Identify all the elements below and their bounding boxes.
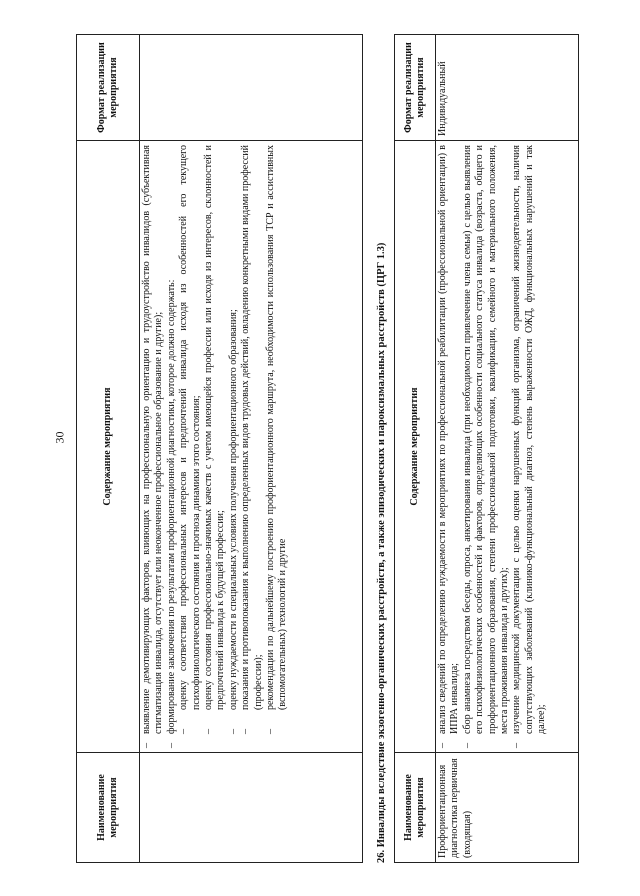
header-name: Наименование мероприятия bbox=[77, 753, 140, 863]
list-item: – сбор анамнеза посредством беседы, опроса, анкетирования инвалида (при необходимости привлечение члена семьи) с целью выявления его психофизиологических особенностей и факторов, определяющих особенности социального статуса инвалида (возраста, общего и профориентационного образования, степени профессиональной подготовки, квалификации, семейного и материального положения, места проживания инвалида и других); bbox=[461, 145, 511, 748]
list-item: – выявление демотивирующих факторов, влияющих на профессиональную ориентацию и трудоустройство инвалидов (субъективная стигматизация инвалида, отсутствует или неоконченное профессиональное образование и другие); bbox=[141, 145, 165, 748]
page-number: 30 bbox=[52, 431, 67, 444]
cell-content bbox=[436, 141, 579, 753]
cell-name: Профориентационная диагностика первичная (входящая) bbox=[436, 753, 579, 863]
activity-table bbox=[394, 34, 579, 863]
list-item: – формирование заключения по результатам профориентационной диагностики, которое должно содержать: bbox=[165, 279, 177, 748]
cell-name bbox=[140, 753, 363, 863]
header-format: Формат реализации мероприятия bbox=[395, 35, 436, 141]
section-title: 26. Инвалиды вследствие экзогенно-органических расстройств, а также эпизодических и пароксизмальных расстройств (ЦРГ 1.3) bbox=[376, 242, 387, 863]
header-content: Содержание мероприятия bbox=[395, 141, 436, 753]
sub-list-item: – рекомендации по дальнейшему построению профориентационного маршрута, необходимости использования ТСР и ассистивных (вспомогательных) технологий и другие bbox=[265, 145, 289, 734]
table-row bbox=[436, 35, 579, 863]
list-item: – анализ сведений по определению нуждаемости в мероприятиях по профессиональной реабилитации (профессиональной ориентации) в ИПРА инвалида; bbox=[437, 145, 461, 748]
rotated-page-content bbox=[76, 33, 596, 863]
cell-format: Индивидуальный bbox=[436, 35, 579, 141]
cell-format bbox=[140, 35, 363, 141]
cell-content bbox=[140, 141, 363, 753]
table-header-row bbox=[77, 35, 140, 863]
sub-list-item: – оценку состояния профессионально-значимых качеств с учетом имеющейся профессии или исходя из интересов, склонностей и предпочтений инвалида к будущей профессии; bbox=[203, 145, 227, 734]
activity-table-continued bbox=[76, 34, 363, 863]
table-row bbox=[140, 35, 363, 863]
header-format: Формат реализации мероприятия bbox=[77, 35, 140, 141]
header-name: Наименование мероприятия bbox=[395, 753, 436, 863]
sub-list-item: – оценку нуждаемости в специальных условиях получения профориентационного образования; bbox=[227, 309, 239, 734]
header-content: Содержание мероприятия bbox=[77, 141, 140, 753]
sub-list-item: – показания и противопоказания к выполнению определенных видов трудовых действий, овладению конкретными видами профессий (профессии); bbox=[240, 145, 264, 734]
sub-list-item: – оценку соответствия профессиональных интересов и предпочтений инвалида исходя из особенностей его текущего психофизиологического состояния и прогноза динамики этого состояния; bbox=[178, 145, 202, 734]
list-item: – изучение медицинской документации с целью оценки нарушенных функций организма, ограничений жизнедеятельности, наличия сопутствующих заболеваний (клинико-функциональный диагноз, степень выраженности ОЖД, функциональных нарушений и так далее); bbox=[511, 145, 548, 748]
table-header-row bbox=[395, 35, 436, 863]
